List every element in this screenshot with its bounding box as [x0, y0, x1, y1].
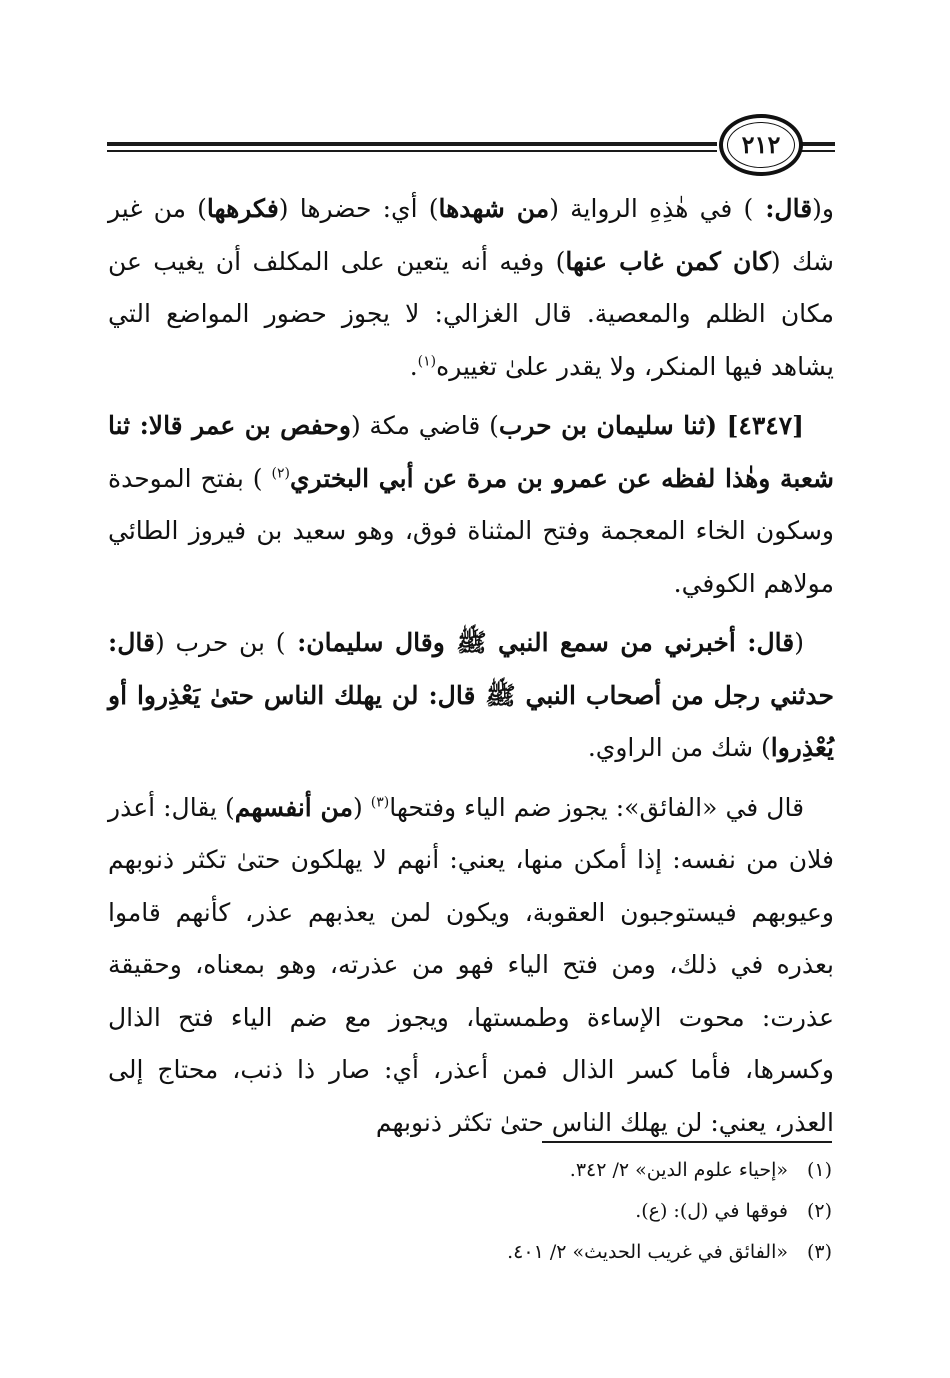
- footnote-number: (٣): [806, 1241, 832, 1263]
- text-run: ) بفتح الموحدة وسكون الخاء المعجمة وفتح المثناة فوق، وهو سعيد بن فيروز الطائي مولاهم الكوفي.: [108, 463, 834, 598]
- page-number-badge: [719, 114, 803, 176]
- bold-text: فكرهها: [206, 194, 279, 223]
- page-header: [107, 112, 835, 178]
- footnote-text: «إحياء علوم الدين» ٢/ ٣٤٢.: [569, 1159, 788, 1181]
- text-run: ) قاضي مكة (: [350, 411, 499, 440]
- text-run: (: [794, 628, 805, 657]
- text-run: ) شك من الراوي.: [587, 733, 771, 762]
- bold-text: من شهدها: [438, 194, 550, 223]
- text-run: (: [352, 792, 371, 822]
- footnotes: [232, 1150, 832, 1273]
- bold-text: [٤٣٤٧] (: [705, 411, 804, 440]
- text-run: ) يقال: أعذر فلان من نفسه: إذا أمكن منها، يعني: أنهم لا يهلكون حتىٰ تكثر ذنوبهم وعيوبهم فيستوجبون العقوبة، ويكون لمن يعذبهم عذر، كأنهم قاموا بعذره في ذلك، ومن فتح الياء فهو من عذرته، وهو بمعناه، وحقيقة عذرت: محوت الإساءة وطمستها، ويجوز مع ضم الياء فتح الذال وكسرها، فأما كسر الذال فمن أعذر، أي: صار ذا ذنب، محتاج إلى العذر، يعني: لن يهلك الناس حتىٰ تكثر ذنوبهم: [108, 792, 834, 1137]
- text-run: .: [409, 351, 418, 381]
- bold-text: قال:: [753, 194, 813, 223]
- footnote-text: «الفائق في غريب الحديث» ٢/ ٤٠١.: [507, 1241, 788, 1263]
- footnote-number: (١): [806, 1159, 832, 1181]
- footnote: [232, 1150, 832, 1191]
- text-run: ) أي: حضرها (: [278, 194, 439, 223]
- footnote: [232, 1232, 832, 1273]
- footnote-text: فوقها في (ل): (ع).: [635, 1200, 788, 1222]
- bold-text: قال: حدثني رجل من أصحاب النبي ﷺ قال: لن يهلك الناس حتىٰ يَعْذِروا أو يُعْذِروا: [108, 628, 834, 762]
- footnote-ref: (١): [417, 353, 437, 370]
- footnote-ref: (٣): [370, 794, 390, 811]
- paragraph: [108, 782, 834, 1150]
- text-run: ) وفيه أنه يتعين على المكلف أن يغيب عن مكان الظلم والمعصية. قال الغزالي: لا يجوز حضور المواضع التي يشاهد فيها المنكر، ولا يقدر علىٰ تغييره: [108, 246, 834, 381]
- text-run: و(: [812, 194, 834, 223]
- text-run: ) من غير شك (: [108, 194, 835, 276]
- footnote-ref: (٢): [271, 465, 290, 482]
- header-rule-right: [801, 142, 835, 146]
- header-rule-right-thin: [801, 150, 835, 152]
- bold-text: كان كمن غاب عنها: [565, 246, 771, 276]
- footnote-separator: [542, 1141, 832, 1143]
- bold-text: من أنفسهم: [234, 792, 353, 822]
- text-run: قال في «الفائق»: يجوز ضم الياء وفتحها: [389, 792, 805, 822]
- paragraph: [108, 617, 834, 775]
- text-run: ) بن حرب (: [154, 628, 286, 657]
- header-rule-thin: [107, 150, 717, 152]
- main-text: [108, 183, 834, 1156]
- paragraph: [108, 183, 834, 393]
- header-rule: [107, 142, 717, 146]
- bold-text: ثنا سليمان بن حرب: [498, 411, 706, 440]
- page-number: ٢١٢: [741, 130, 781, 159]
- text-run: ) في هٰذِهِ الرواية (: [549, 194, 754, 223]
- bold-text: قال: أخبرني من سمع النبي ﷺ وقال سليمان:: [285, 628, 795, 657]
- footnote: [232, 1191, 832, 1232]
- bold-text: وحفص بن عمر قالا: ثنا شعبة وهٰذا لفظه عن عمرو بن مرة عن أبي البختري: [108, 411, 834, 493]
- paragraph: [108, 400, 834, 610]
- footnote-number: (٢): [806, 1200, 832, 1222]
